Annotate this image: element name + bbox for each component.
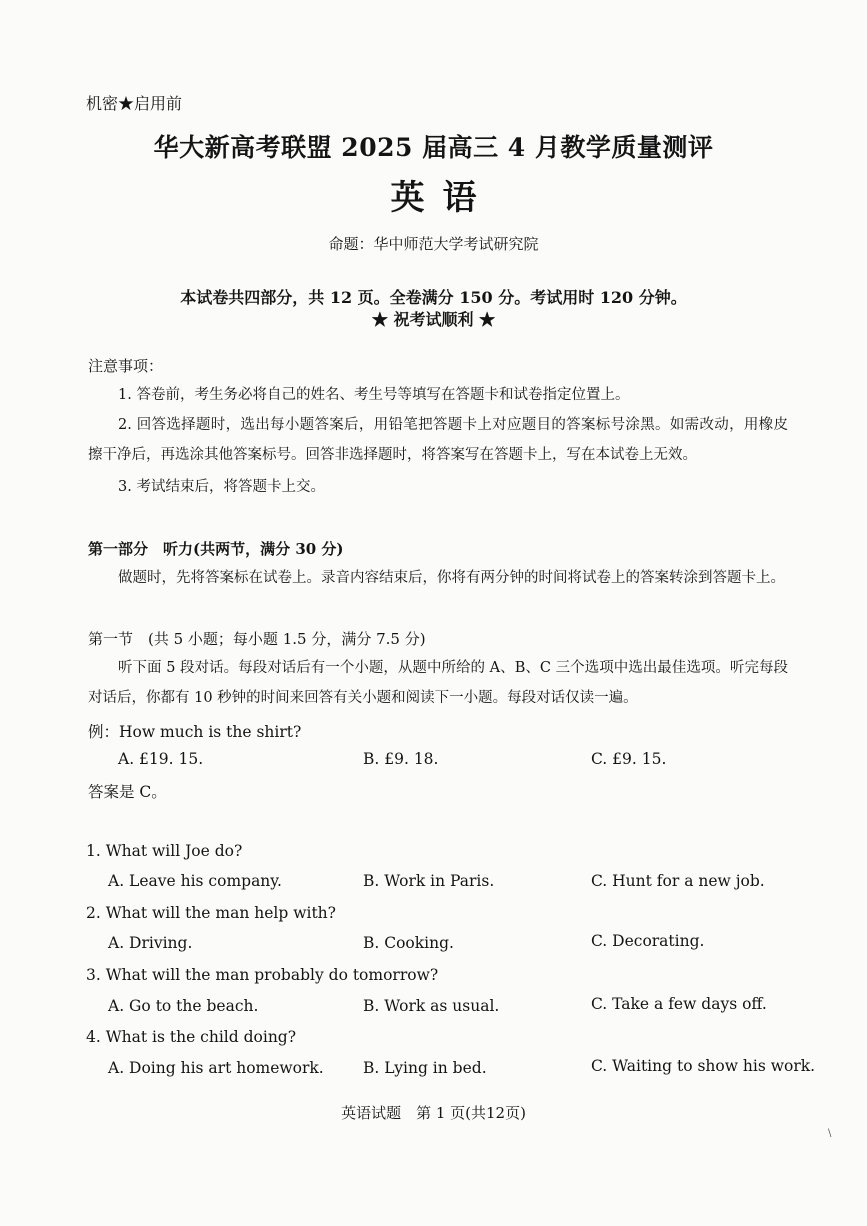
q4-option-b: B. Lying in bed. (363, 1059, 487, 1077)
question-4: 4. What is the child doing? (86, 1028, 297, 1046)
q3-option-c: C. Take a few days off. (591, 995, 767, 1013)
subject-title: 英语 (390, 178, 495, 218)
edge-mark: \ (828, 1128, 832, 1139)
exam-info: 本试卷共四部分，共 12 页。全卷满分 150 分。考试用时 120 分钟。 (180, 288, 687, 307)
exam-title: 华大新高考联盟 2025 届高三 4 月教学质量测评 (153, 133, 714, 162)
good-luck-line: ★ 祝考试顺利 ★ (371, 310, 496, 329)
q2-option-a: A. Driving. (108, 934, 193, 952)
q1-option-b: B. Work in Paris. (363, 872, 495, 890)
confidential-label: 机密★启用前 (86, 94, 183, 113)
example-option-b: B. £9. 18. (363, 750, 439, 768)
example-question: 例：How much is the shirt? (88, 723, 302, 741)
example-option-a: A. £19. 15. (118, 750, 204, 768)
section1-title: 第一节 (共 5 小题；每小题 1.5 分，满分 7.5 分) (88, 630, 426, 648)
question-2: 2. What will the man help with? (86, 904, 336, 922)
page-footer: 英语试题 第 1 页(共12页) (341, 1104, 526, 1122)
q1-option-a: A. Leave his company. (108, 872, 282, 890)
notice-item-1: 1. 答卷前，考生务必将自己的姓名、考生号等填写在答题卡和试卷指定位置上。 (118, 387, 630, 403)
notice-item-2: 2. 回答选择题时，选出每小题答案后，用铅笔把答题卡上对应题目的答案标号涂黑。如需改动，用橡皮擦干净后，再选涂其他答案标号。回答非选择题时，将答案写在答题卡上，写在本试卷上无效。 (88, 417, 788, 463)
q3-option-a: A. Go to the beach. (108, 997, 259, 1015)
author-line: 命题：华中师范大学考试研究院 (328, 235, 539, 253)
question-1: 1. What will Joe do? (86, 842, 243, 860)
q1-option-c: C. Hunt for a new job. (591, 872, 765, 890)
q2-option-c: C. Decorating. (591, 932, 705, 950)
q4-option-a: A. Doing his art homework. (108, 1059, 324, 1077)
part1-title: 第一部分 听力(共两节，满分 30 分) (88, 540, 344, 558)
notice-title: 注意事项： (88, 357, 164, 375)
q2-option-b: B. Cooking. (363, 934, 454, 952)
section1-instructions: 听下面 5 段对话。每段对话后有一个小题，从题中所给的 A、B、C 三个选项中选出最佳选项。听完每段对话后，你都有 10 秒钟的时间来回答有关小题和阅读下一小题。每段对话仅读一遍。 (88, 660, 788, 706)
example-option-c: C. £9. 15. (591, 750, 667, 768)
part1-instructions: 做题时，先将答案标在试卷上。录音内容结束后，你将有两分钟的时间将试卷上的答案转涂到答题卡上。 (118, 570, 785, 586)
question-3: 3. What will the man probably do tomorrow? (86, 966, 439, 984)
example-answer: 答案是 C。 (88, 783, 167, 801)
notice-item-3: 3. 考试结束后，将答题卡上交。 (118, 479, 325, 495)
q4-option-c: C. Waiting to show his work. (591, 1057, 816, 1075)
q3-option-b: B. Work as usual. (363, 997, 500, 1015)
